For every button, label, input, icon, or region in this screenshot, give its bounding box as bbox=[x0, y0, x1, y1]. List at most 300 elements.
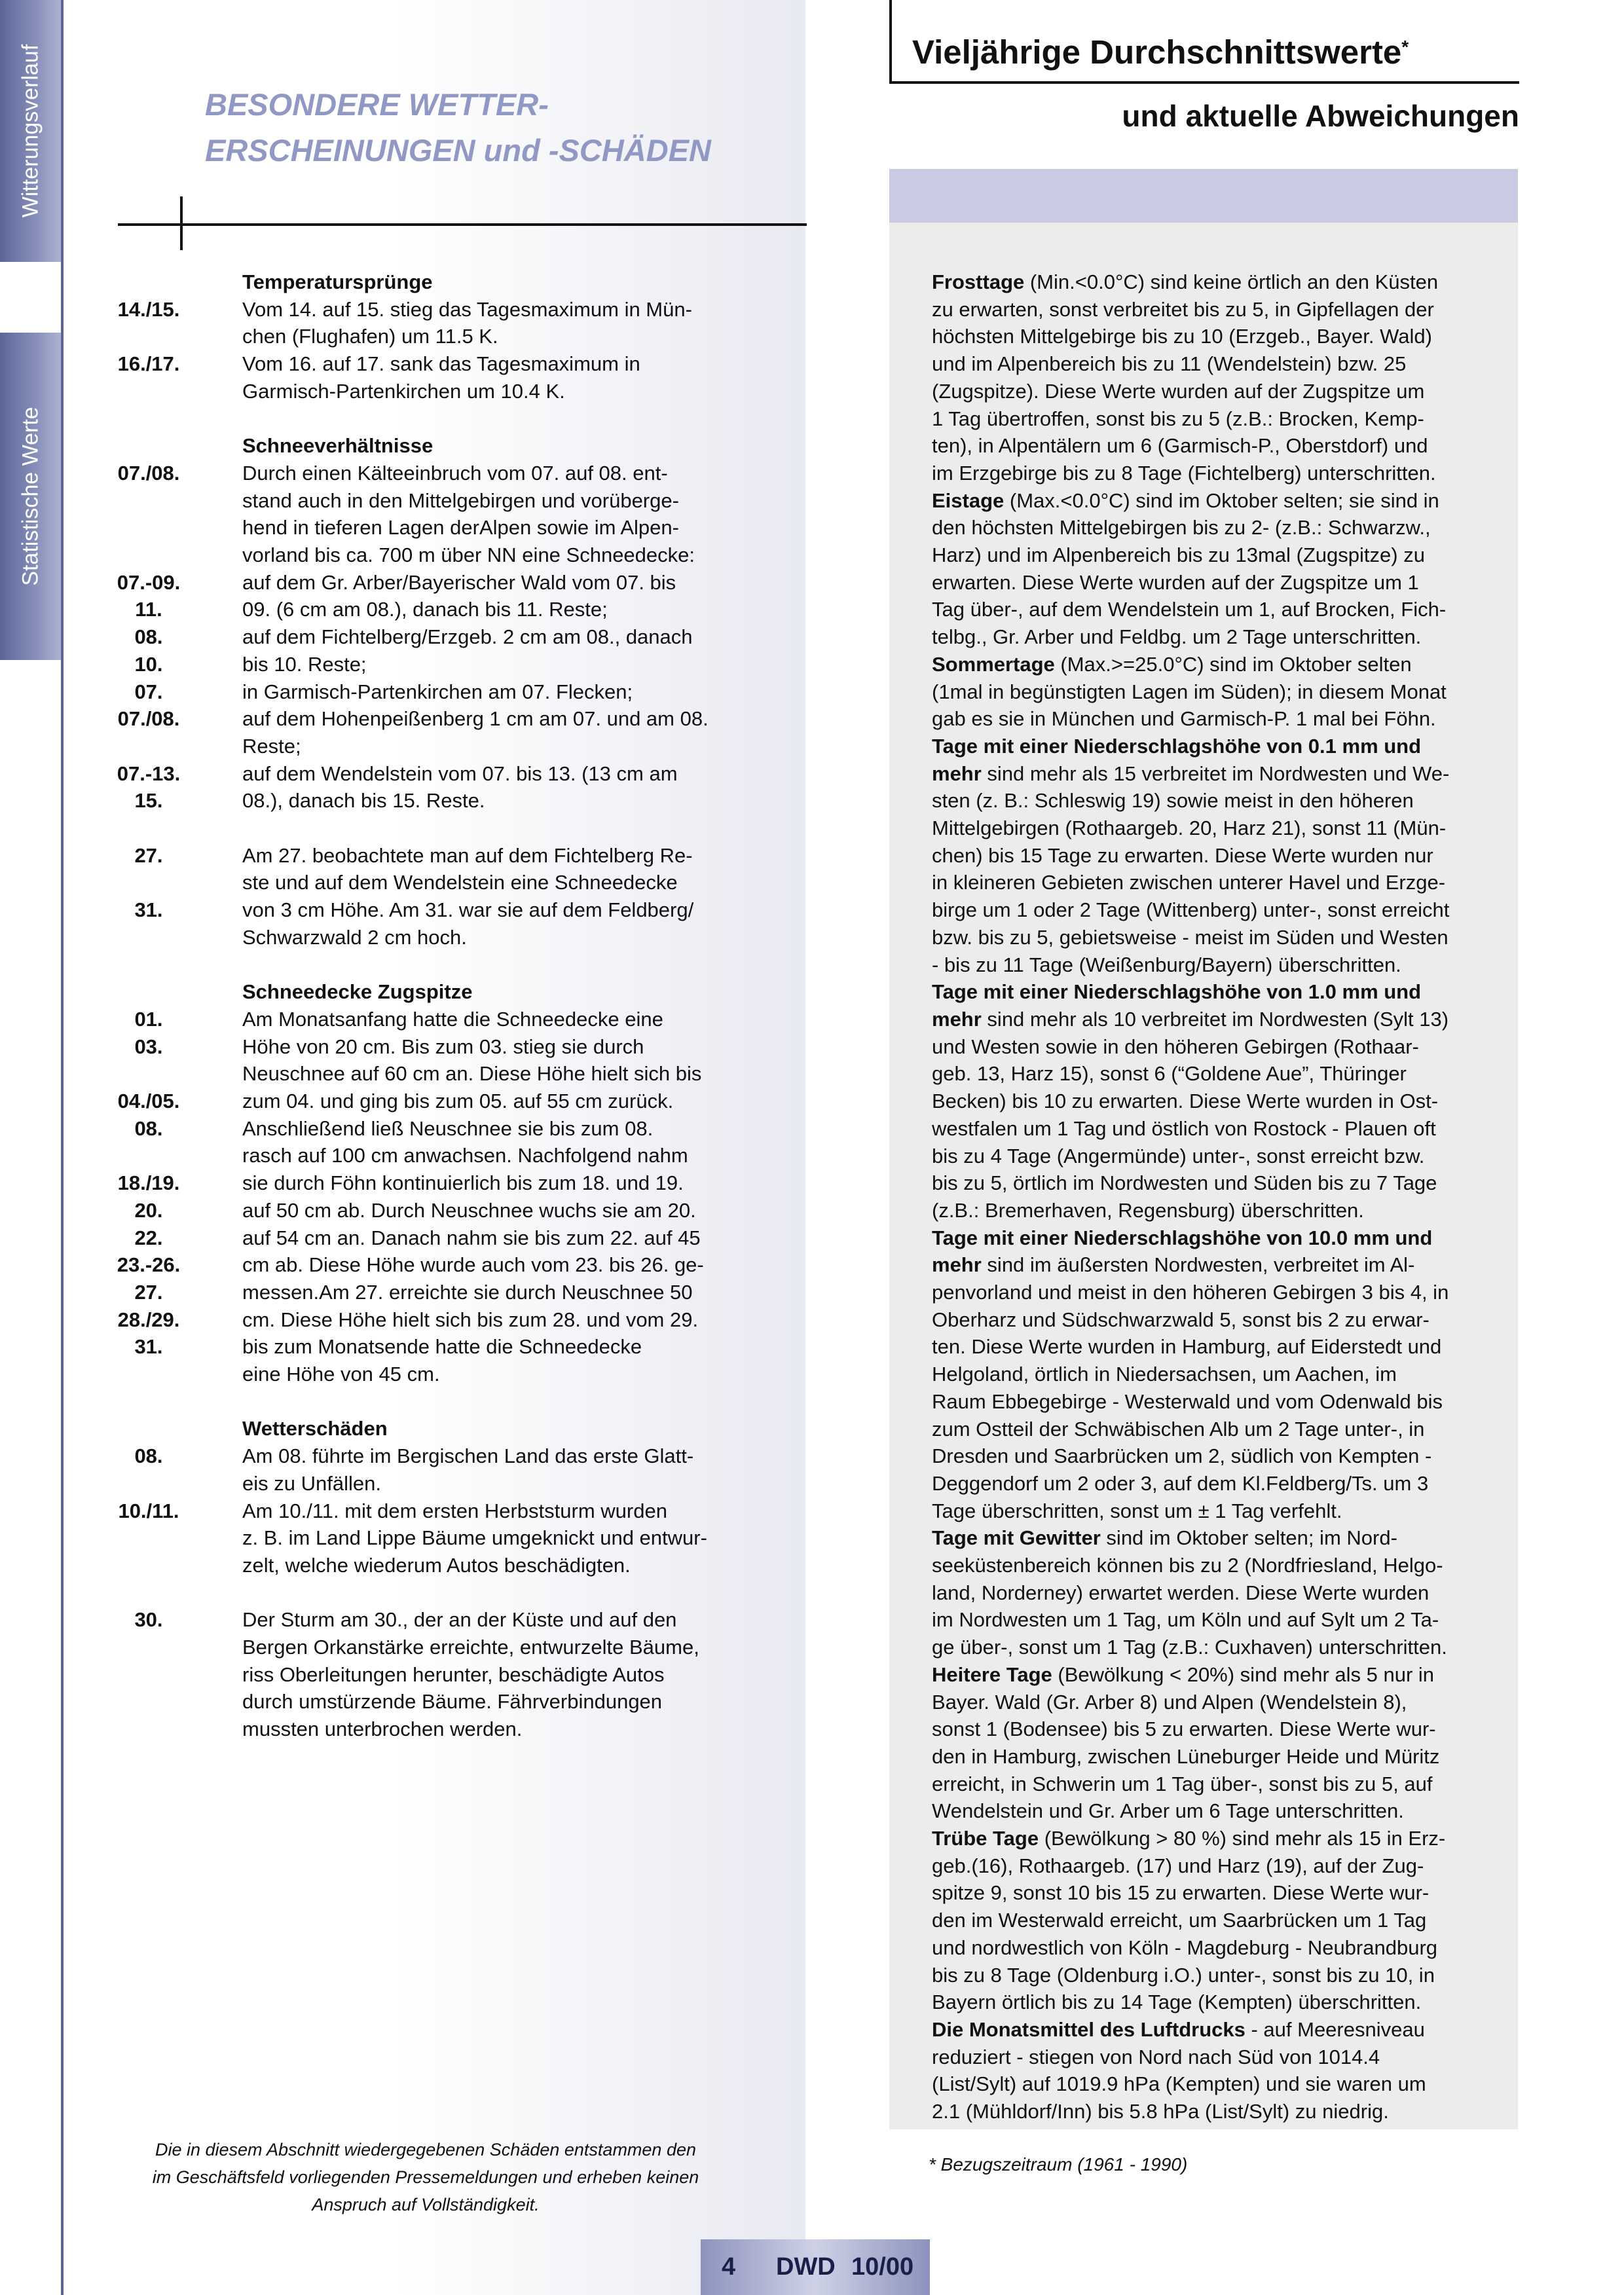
text-segment: erreicht, in Schwerin um 1 Tag über-, sonst bis zu 5, auf bbox=[932, 1772, 1433, 1795]
weather-events-list bbox=[113, 268, 741, 1743]
text-segment: bzw. bis zu 5, gebietsweise - meist im Süden und Westen bbox=[932, 925, 1449, 949]
event-date: 27. bbox=[134, 843, 163, 867]
text-line bbox=[932, 1797, 1508, 1825]
paragraph-gap bbox=[113, 951, 741, 979]
event-text: cm ab. Diese Höhe wurde auch vom 23. bis 26. ge- bbox=[242, 1253, 704, 1277]
event-text: Schwarzwald 2 cm hoch. bbox=[242, 925, 467, 949]
text-segment: Harz) und im Alpenbereich bis zu 13mal (Zugspitze) zu bbox=[932, 543, 1425, 567]
event-row bbox=[113, 1142, 741, 1169]
event-text: auf dem Gr. Arber/Bayerischer Wald vom 07. bis bbox=[242, 570, 676, 594]
event-text: z. B. im Land Lippe Bäume umgeknickt und entwur- bbox=[242, 1526, 707, 1550]
text-line bbox=[932, 1388, 1508, 1416]
text-segment: seeküstenbereich können bis zu 2 (Nordfriesland, Helgo- bbox=[932, 1554, 1443, 1577]
event-date bbox=[113, 924, 185, 951]
reference-period-note: * Bezugszeitraum (1961 - 1990) bbox=[929, 2154, 1188, 2175]
event-text: auf dem Wendelstein vom 07. bis 13. (13 cm am bbox=[242, 762, 678, 785]
text-segment: zum Ostteil der Schwäbischen Alb um 2 Tage unter-, in bbox=[932, 1417, 1425, 1441]
text-line bbox=[932, 951, 1508, 979]
subsection-heading-text: Schneedecke Zugspitze bbox=[242, 980, 473, 1004]
event-row bbox=[113, 733, 741, 760]
event-date: 23.-26. bbox=[117, 1253, 181, 1277]
event-date: 07.-09. bbox=[117, 570, 181, 594]
text-line bbox=[932, 1716, 1508, 1743]
event-date: 07. bbox=[134, 680, 163, 703]
text-segment: in kleineren Gebieten zwischen unterer Havel und Erzge- bbox=[932, 871, 1446, 894]
subsection-heading bbox=[113, 432, 741, 460]
event-row bbox=[113, 542, 741, 569]
page-number: 4 bbox=[722, 2253, 736, 2281]
text-line bbox=[932, 1088, 1508, 1115]
event-text: mussten unterbrochen werden. bbox=[242, 1717, 523, 1741]
event-row bbox=[113, 705, 741, 733]
text-line bbox=[932, 2070, 1508, 2098]
text-line bbox=[932, 542, 1508, 569]
term-label: Trübe Tage bbox=[932, 1827, 1039, 1850]
event-date bbox=[113, 514, 185, 542]
event-text: vorland bis ca. 700 m über NN eine Schneedecke: bbox=[242, 543, 695, 567]
event-date: 31. bbox=[134, 898, 163, 922]
event-date bbox=[113, 1470, 185, 1497]
text-line bbox=[932, 2098, 1508, 2125]
event-text: ste und auf dem Wendelstein eine Schneedecke bbox=[242, 871, 678, 894]
event-text: messen.Am 27. erreichte sie durch Neuschnee 50 bbox=[242, 1280, 693, 1304]
event-text: bis zum Monatsende hatte die Schneedecke bbox=[242, 1335, 642, 1359]
event-date: 15. bbox=[134, 789, 163, 813]
text-line bbox=[932, 1661, 1508, 1689]
text-line bbox=[932, 1143, 1508, 1170]
text-line bbox=[932, 569, 1508, 597]
event-date: 22. bbox=[134, 1226, 163, 1249]
text-segment: den im Westerwald erreicht, um Saarbrücken um 1 Tag bbox=[932, 1909, 1427, 1932]
sidebar-tab-label: Statistische Werte bbox=[18, 407, 43, 586]
event-row bbox=[113, 1716, 741, 1743]
text-segment: Bayer. Wald (Gr. Arber 8) und Alpen (Wendelstein 8), bbox=[932, 1690, 1407, 1714]
text-line bbox=[932, 1306, 1508, 1334]
term-label: Tage mit einer Niederschlagshöhe von 0.1 mm und bbox=[932, 734, 1422, 758]
text-line bbox=[932, 514, 1508, 542]
text-line bbox=[932, 2016, 1508, 2044]
text-segment: ge über-, sonst um 1 Tag (z.B.: Cuxhaven) unterschritten. bbox=[932, 1636, 1447, 1659]
publisher-label: DWD bbox=[776, 2253, 836, 2281]
event-row bbox=[113, 1279, 741, 1306]
text-segment: bis zu 4 Tage (Angermünde) unter-, sonst erreicht bzw. bbox=[932, 1144, 1425, 1167]
subsection-heading-text: Temperatursprünge bbox=[242, 270, 433, 293]
text-line bbox=[932, 787, 1508, 815]
text-segment: und im Alpenbereich bis zu 11 (Wendelstein) bzw. 25 bbox=[932, 352, 1407, 376]
subsection-heading bbox=[113, 1415, 741, 1442]
text-segment: Wendelstein und Gr. Arber um 6 Tage unterschritten. bbox=[932, 1799, 1404, 1823]
event-row bbox=[113, 896, 741, 924]
text-line bbox=[932, 268, 1508, 296]
term-label: Die Monatsmittel des Luftdrucks bbox=[932, 2018, 1246, 2041]
event-row bbox=[113, 1661, 741, 1689]
event-date: 10./11. bbox=[118, 1499, 179, 1522]
text-segment: ten), in Alpentälern um 6 (Garmisch-P., Oberstdorf) und bbox=[932, 434, 1428, 458]
text-segment: 2.1 (Mühldorf/Inn) bis 5.8 hPa (List/Sylt) zu niedrig. bbox=[932, 2100, 1389, 2123]
event-row bbox=[113, 1169, 741, 1197]
event-text: cm. Diese Höhe hielt sich bis zum 28. und vom 29. bbox=[242, 1308, 699, 1331]
event-row bbox=[113, 678, 741, 706]
event-text: rasch auf 100 cm anwachsen. Nachfolgend nahm bbox=[242, 1144, 688, 1167]
event-date bbox=[113, 1661, 185, 1689]
event-date: 10. bbox=[134, 652, 163, 676]
paragraph-gap bbox=[113, 815, 741, 842]
text-segment: Mittelgebirgen (Rothaargeb. 20, Harz 21), sonst 11 (Mün- bbox=[932, 817, 1447, 840]
event-date bbox=[113, 323, 185, 350]
event-row bbox=[113, 1606, 741, 1634]
subsection-heading bbox=[113, 268, 741, 296]
event-row bbox=[113, 1688, 741, 1716]
event-row bbox=[113, 1552, 741, 1579]
text-segment: - bis zu 11 Tage (Weißenburg/Bayern) überschritten. bbox=[932, 953, 1401, 976]
sidebar-tab-label: Witterungsverlauf bbox=[18, 44, 43, 218]
text-line bbox=[932, 1934, 1508, 1962]
event-date: 20. bbox=[134, 1198, 163, 1222]
event-row bbox=[113, 323, 741, 350]
event-text: sie durch Föhn kontinuierlich bis zum 18. und 19. bbox=[242, 1171, 684, 1195]
event-date: 31. bbox=[134, 1335, 163, 1359]
text-segment: reduziert - stiegen von Nord nach Süd von 1014.4 bbox=[932, 2045, 1380, 2068]
event-date: 07./08. bbox=[117, 461, 180, 485]
text-line bbox=[932, 378, 1508, 405]
text-line bbox=[932, 1907, 1508, 1934]
event-text: Am 27. beobachtete man auf dem Fichtelberg Re- bbox=[242, 843, 693, 867]
event-row bbox=[113, 1524, 741, 1552]
event-date bbox=[113, 869, 185, 896]
event-date bbox=[113, 1634, 185, 1661]
text-segment: im Erzgebirge bis zu 8 Tage (Fichtelberg) unterschritten. bbox=[932, 461, 1436, 485]
event-row bbox=[113, 1442, 741, 1470]
event-row bbox=[113, 296, 741, 323]
text-line bbox=[932, 1006, 1508, 1033]
event-text: Anschließend ließ Neuschnee sie bis zum 08. bbox=[242, 1116, 654, 1140]
text-segment: zu erwarten, sonst verbreitet bis zu 5, in Gipfellagen der bbox=[932, 297, 1434, 321]
event-text: Höhe von 20 cm. Bis zum 03. stieg sie durch bbox=[242, 1035, 644, 1058]
sidebar-tab-witterungsverlauf[interactable] bbox=[0, 0, 61, 262]
term-label: Heitere Tage bbox=[932, 1662, 1052, 1686]
text-line bbox=[932, 596, 1508, 623]
text-line bbox=[932, 1989, 1508, 2016]
text-segment: ten. Diese Werte wurden in Hamburg, auf Eiderstedt und bbox=[932, 1335, 1442, 1359]
text-segment: Oberharz und Südschwarzwald 5, sonst bis 2 zu erwar- bbox=[932, 1308, 1430, 1331]
text-segment: (Max.>=25.0°C) sind im Oktober selten bbox=[1054, 652, 1412, 676]
text-line bbox=[932, 842, 1508, 870]
event-text: zelt, welche wiederum Autos beschädigten. bbox=[242, 1553, 631, 1577]
text-line bbox=[932, 651, 1508, 678]
text-segment: Tage überschritten, sonst um ± 1 Tag verfehlt. bbox=[932, 1499, 1342, 1522]
text-line bbox=[932, 460, 1508, 487]
text-segment: sonst 1 (Bodensee) bis 5 zu erwarten. Diese Werte wur- bbox=[932, 1717, 1436, 1741]
page-subtitle: und aktuelle Abweichungen bbox=[1122, 99, 1519, 133]
text-line bbox=[932, 623, 1508, 651]
event-date: 07./08. bbox=[117, 707, 180, 731]
text-line bbox=[932, 432, 1508, 460]
text-line bbox=[932, 1879, 1508, 1907]
event-text: Durch einen Kälteeinbruch vom 07. auf 08. ent- bbox=[242, 461, 668, 485]
text-segment: Raum Ebbegebirge - Westerwald und vom Odenwald bis bbox=[932, 1389, 1443, 1413]
text-line bbox=[932, 1852, 1508, 1880]
term-label: mehr bbox=[932, 1007, 982, 1031]
event-date bbox=[113, 1142, 185, 1169]
event-row bbox=[113, 869, 741, 896]
event-row bbox=[113, 787, 741, 815]
event-date: 30. bbox=[134, 1608, 163, 1632]
event-row bbox=[113, 487, 741, 515]
text-segment: und Westen sowie in den höheren Gebirgen (Rothaar- bbox=[932, 1035, 1419, 1058]
event-row bbox=[113, 842, 741, 870]
text-line bbox=[932, 1689, 1508, 1716]
text-segment: sind mehr als 10 verbreitet im Nordwesten (Sylt 13) bbox=[981, 1007, 1449, 1031]
event-text: bis 10. Reste; bbox=[242, 652, 367, 676]
event-date: 08. bbox=[134, 625, 163, 649]
event-row bbox=[113, 1634, 741, 1661]
text-segment: (Bewölkung < 20%) sind mehr als 5 nur in bbox=[1052, 1662, 1435, 1686]
text-segment: höchsten Mittelgebirge bis zu 10 (Erzgeb., Bayer. Wald) bbox=[932, 325, 1432, 348]
event-date: 16./17. bbox=[117, 352, 180, 376]
text-line bbox=[932, 1033, 1508, 1061]
event-date bbox=[113, 487, 185, 515]
date-cell bbox=[113, 978, 185, 1006]
event-row bbox=[113, 1224, 741, 1252]
text-segment: (Zugspitze). Diese Werte wurden auf der Zugspitze um bbox=[932, 379, 1425, 403]
event-row bbox=[113, 1361, 741, 1388]
text-segment: geb. 13, Harz 15), sonst 6 (“Goldene Aue”, Thüringer bbox=[932, 1062, 1407, 1086]
text-line bbox=[932, 760, 1508, 788]
text-line bbox=[932, 1497, 1508, 1525]
text-segment: telbg., Gr. Arber und Feldbg. um 2 Tage unterschritten. bbox=[932, 625, 1422, 649]
event-text: eis zu Unfällen. bbox=[242, 1471, 381, 1495]
event-date bbox=[113, 1688, 185, 1716]
event-date bbox=[113, 1716, 185, 1743]
text-line bbox=[932, 2044, 1508, 2071]
term-label: Tage mit einer Niederschlagshöhe von 10.0 mm und bbox=[932, 1226, 1433, 1249]
left-footnote bbox=[131, 2136, 720, 2218]
event-text: auf 54 cm an. Danach nahm sie bis zum 22. auf 45 bbox=[242, 1226, 701, 1249]
section-title bbox=[205, 82, 711, 174]
text-line bbox=[932, 1606, 1508, 1634]
event-date bbox=[113, 1524, 185, 1552]
footnote-line: im Geschäftsfeld vorliegenden Pressemeldungen und erheben keinen bbox=[152, 2167, 699, 2187]
event-row bbox=[113, 378, 741, 405]
text-line bbox=[932, 1361, 1508, 1388]
subsection-heading-text: Wetterschäden bbox=[242, 1417, 388, 1441]
title-rule-tick bbox=[180, 196, 183, 250]
term-label: mehr bbox=[932, 1253, 982, 1277]
event-text: Am 08. führte im Bergischen Land das erste Glatt- bbox=[242, 1444, 694, 1468]
event-text: riss Oberleitungen herunter, beschädigte Autos bbox=[242, 1662, 665, 1686]
sidebar bbox=[0, 0, 61, 2295]
date-cell bbox=[113, 268, 185, 296]
event-row bbox=[113, 1115, 741, 1143]
text-segment: im Nordwesten um 1 Tag, um Köln und auf Sylt um 2 Ta- bbox=[932, 1608, 1439, 1632]
event-date bbox=[113, 378, 185, 405]
text-segment: sten (z. B.: Schleswig 19) sowie meist in den höheren bbox=[932, 789, 1414, 813]
event-text: zum 04. und ging bis zum 05. auf 55 cm zurück. bbox=[242, 1090, 674, 1113]
event-text: durch umstürzende Bäume. Fährverbindungen bbox=[242, 1690, 663, 1714]
event-date bbox=[113, 542, 185, 569]
text-line bbox=[932, 1962, 1508, 1989]
text-line bbox=[932, 1524, 1508, 1552]
event-text: von 3 cm Höhe. Am 31. war sie auf dem Feldberg/ bbox=[242, 898, 694, 922]
term-label: Tage mit Gewitter bbox=[932, 1526, 1101, 1550]
event-text: Der Sturm am 30., der an der Küste und auf den bbox=[242, 1608, 677, 1632]
date-cell bbox=[113, 432, 185, 460]
text-line bbox=[932, 733, 1508, 760]
event-text: Garmisch-Partenkirchen um 10.4 K. bbox=[242, 379, 565, 403]
event-row bbox=[113, 1306, 741, 1334]
text-line bbox=[932, 924, 1508, 951]
term-label: Frosttage bbox=[932, 270, 1025, 293]
text-line bbox=[932, 1743, 1508, 1771]
text-line bbox=[932, 1552, 1508, 1579]
text-segment: bis zu 5, örtlich im Nordwesten und Süden bis zu 7 Tage bbox=[932, 1171, 1437, 1195]
date-cell bbox=[113, 1415, 185, 1442]
event-row bbox=[113, 760, 741, 788]
text-line bbox=[932, 1416, 1508, 1443]
text-line bbox=[932, 978, 1508, 1006]
event-text: auf 50 cm ab. Durch Neuschnee wuchs sie am 20. bbox=[242, 1198, 696, 1222]
text-line bbox=[932, 1634, 1508, 1661]
text-line bbox=[932, 678, 1508, 706]
text-segment: (Min.<0.0°C) sind keine örtlich an den Küsten bbox=[1024, 270, 1439, 293]
text-segment: - auf Meeresniveau bbox=[1245, 2018, 1425, 2041]
text-segment: chen) bis 15 Tage zu erwarten. Diese Werte wurden nur bbox=[932, 843, 1433, 867]
page-title-text: Vieljährige Durchschnittswerte bbox=[912, 33, 1402, 71]
text-segment: Deggendorf um 2 oder 3, auf dem Kl.Feldberg/Ts. um 3 bbox=[932, 1471, 1429, 1495]
term-label: mehr bbox=[932, 762, 982, 785]
paragraph-gap bbox=[113, 1388, 741, 1416]
event-text: stand auch in den Mittelgebirgen und vorüberge- bbox=[242, 488, 679, 512]
sidebar-tab-statistische-werte[interactable] bbox=[0, 333, 61, 660]
text-line bbox=[932, 323, 1508, 350]
text-segment: Helgoland, örtlich in Niedersachsen, um Aachen, im bbox=[932, 1363, 1397, 1386]
subsection-heading bbox=[113, 978, 741, 1006]
text-line bbox=[932, 1251, 1508, 1279]
text-line bbox=[932, 815, 1508, 842]
text-line bbox=[932, 1224, 1508, 1252]
event-text: hend in tieferen Lagen derAlpen sowie im Alpen- bbox=[242, 516, 679, 540]
text-line bbox=[932, 296, 1508, 323]
event-row bbox=[113, 1033, 741, 1061]
term-label: Tage mit einer Niederschlagshöhe von 1.0 mm und bbox=[932, 980, 1422, 1004]
text-segment: und nordwestlich von Köln - Magdeburg - Neubrandburg bbox=[932, 1936, 1438, 1959]
event-date: 08. bbox=[134, 1444, 163, 1468]
event-row bbox=[113, 514, 741, 542]
text-line bbox=[932, 350, 1508, 378]
text-segment: penvorland und meist in den höheren Gebirgen 3 bis 4, in bbox=[932, 1281, 1449, 1304]
text-segment: den in Hamburg, zwischen Lüneburger Heide und Müritz bbox=[932, 1744, 1440, 1768]
event-text: Vom 16. auf 17. sank das Tagesmaximum in bbox=[242, 352, 640, 376]
footnote-line: Die in diesem Abschnitt wiedergegebenen Schäden entstammen den bbox=[155, 2140, 697, 2159]
event-text: auf dem Hohenpeißenberg 1 cm am 07. und am 08. bbox=[242, 707, 709, 731]
text-line bbox=[932, 1060, 1508, 1088]
event-text: in Garmisch-Partenkirchen am 07. Flecken; bbox=[242, 680, 633, 703]
term-label: Sommertage bbox=[932, 652, 1055, 676]
event-row bbox=[113, 1333, 741, 1361]
text-segment: Dresden und Saarbrücken um 2, südlich von Kempten - bbox=[932, 1444, 1432, 1468]
issue-label: 10/00 bbox=[851, 2253, 914, 2281]
page-title bbox=[912, 33, 1409, 71]
text-line bbox=[932, 1279, 1508, 1306]
event-row bbox=[113, 1060, 741, 1088]
text-segment: (Max.<0.0°C) sind im Oktober selten; sie sind in bbox=[1004, 488, 1439, 512]
text-segment: gab es sie in München und Garmisch-P. 1 mal bei Föhn. bbox=[932, 707, 1436, 731]
event-row bbox=[113, 651, 741, 678]
event-row bbox=[113, 1088, 741, 1115]
section-title-line: BESONDERE WETTER- bbox=[205, 87, 549, 122]
text-line bbox=[932, 1442, 1508, 1470]
event-date bbox=[113, 1361, 185, 1388]
title-rule bbox=[118, 223, 807, 226]
text-segment: Bayern örtlich bis zu 14 Tage (Kempten) überschritten. bbox=[932, 1991, 1422, 2014]
event-date: 04./05. bbox=[117, 1090, 180, 1113]
text-segment: spitze 9, sonst 10 bis 15 zu erwarten. Diese Werte wur- bbox=[932, 1881, 1430, 1905]
event-text: Neuschnee auf 60 cm an. Diese Höhe hielt sich bis bbox=[242, 1062, 702, 1086]
text-segment: (z.B.: Bremerhaven, Regensburg) überschritten. bbox=[932, 1198, 1364, 1222]
event-row bbox=[113, 1497, 741, 1525]
text-line bbox=[932, 896, 1508, 924]
event-text: 09. (6 cm am 08.), danach bis 11. Reste; bbox=[242, 598, 608, 621]
text-segment: sind im äußersten Nordwesten, verbreitet im Al- bbox=[981, 1253, 1415, 1277]
event-date bbox=[113, 1060, 185, 1088]
event-row bbox=[113, 1251, 741, 1279]
event-date: 27. bbox=[134, 1280, 163, 1304]
event-text: Am Monatsanfang hatte die Schneedecke eine bbox=[242, 1007, 663, 1031]
event-text: Bergen Orkanstärke erreichte, entwurzelte Bäume, bbox=[242, 1636, 699, 1659]
event-row bbox=[113, 1006, 741, 1033]
event-row bbox=[113, 596, 741, 623]
text-line bbox=[932, 1771, 1508, 1798]
header-frame-horizontal bbox=[889, 81, 1519, 84]
text-segment: sind im Oktober selten; im Nord- bbox=[1100, 1526, 1397, 1550]
event-date: 28./29. bbox=[117, 1308, 180, 1331]
paragraph-gap bbox=[113, 405, 741, 433]
text-segment: geb.(16), Rothaargeb. (17) und Harz (19), auf der Zug- bbox=[932, 1854, 1424, 1877]
event-date: 18./19. bbox=[117, 1171, 180, 1195]
event-text: Reste; bbox=[242, 734, 301, 758]
text-line bbox=[932, 1825, 1508, 1852]
event-text: Am 10./11. mit dem ersten Herbststurm wurden bbox=[242, 1499, 667, 1522]
text-segment: birge um 1 oder 2 Tage (Wittenberg) unter-, sonst erreicht bbox=[932, 898, 1450, 922]
event-text: 08.), danach bis 15. Reste. bbox=[242, 789, 485, 813]
event-date: 01. bbox=[134, 1007, 163, 1031]
text-segment: Becken) bis 10 zu erwarten. Diese Werte wurden in Ost- bbox=[932, 1090, 1439, 1113]
text-segment: westfalen um 1 Tag und östlich von Rostock - Plauen oft bbox=[932, 1116, 1436, 1140]
text-segment: Tag über-, auf dem Wendelstein um 1, auf Brocken, Fich- bbox=[932, 598, 1447, 621]
text-segment: 1 Tag übertroffen, sonst bis zu 5 (z.B.: Brocken, Kemp- bbox=[932, 407, 1424, 430]
event-text: Vom 14. auf 15. stieg das Tagesmaximum in Mün- bbox=[242, 297, 692, 321]
event-date: 08. bbox=[134, 1116, 163, 1140]
text-line bbox=[932, 705, 1508, 733]
event-date: 07.-13. bbox=[117, 762, 181, 785]
averages-text bbox=[932, 268, 1508, 2125]
text-segment: sind mehr als 15 verbreitet im Nordwesten und We- bbox=[981, 762, 1450, 785]
text-line bbox=[932, 1197, 1508, 1224]
event-row bbox=[113, 924, 741, 951]
paragraph-gap bbox=[113, 1579, 741, 1607]
event-row bbox=[113, 1197, 741, 1224]
text-line bbox=[932, 487, 1508, 515]
text-line bbox=[932, 869, 1508, 896]
text-line bbox=[932, 1470, 1508, 1497]
page-title-footnote-mark: * bbox=[1401, 37, 1409, 57]
page-footer bbox=[701, 2239, 930, 2295]
event-text: eine Höhe von 45 cm. bbox=[242, 1363, 440, 1386]
subsection-heading-text: Schneeverhältnisse bbox=[242, 434, 434, 458]
text-line bbox=[932, 1333, 1508, 1361]
event-date bbox=[113, 733, 185, 760]
text-segment: erwarten. Diese Werte wurden auf der Zugspitze um 1 bbox=[932, 570, 1419, 594]
